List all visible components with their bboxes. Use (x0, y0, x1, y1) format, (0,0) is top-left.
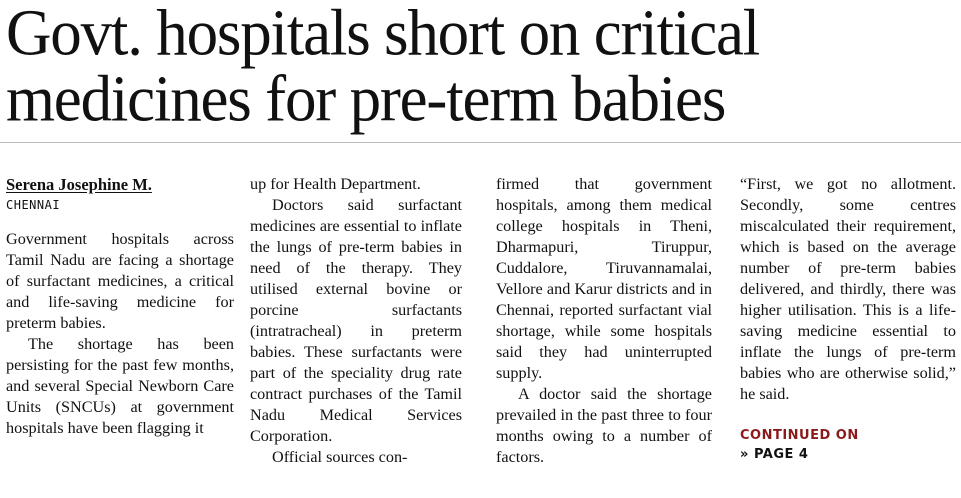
headline-divider (0, 142, 961, 143)
headline-line-1: Govt. hospitals short on critical (6, 0, 760, 70)
continued-on-label: CONTINUED ON (740, 428, 859, 443)
article-column-2 (250, 174, 462, 468)
page-jump-link[interactable] (740, 445, 956, 465)
author-byline[interactable]: Serena Josephine M. (6, 175, 152, 194)
page-jump-label: PAGE 4 (753, 447, 809, 462)
chevron-right-icon: » (740, 447, 749, 462)
article-column-1 (6, 174, 234, 439)
paragraph: “First, we got no allotment. Secondly, some centres miscalculated their requirement, which is based on the average number of pre-term babies delivered, and thirdly, there was higher utilisation. This is a life-saving medicine essential to inflate the lungs of pre-term babies who are otherwise solid,” he said. (740, 175, 956, 403)
headline-line-2: medicines for pre-term babies (6, 61, 726, 136)
article-column-4 (740, 174, 956, 465)
article-column-3 (496, 174, 712, 468)
paragraph: The shortage has been persisting for the past few months, and several Special Newborn Care Units (SNCUs) at government hospitals have been flagging it (6, 335, 234, 437)
dateline: CHENNAI (6, 198, 61, 212)
paragraph: up for Health Department. (250, 175, 421, 193)
paragraph: Government hospitals across Tamil Nadu are facing a shortage of surfactant medicines, a critical and life-saving medicine for preterm babies. (6, 230, 234, 332)
paragraph: Doctors said surfactant medicines are essential to inflate the lungs of pre-term babies in need of the therapy. They utilised external bovine or porcine surfactants (intratracheal) in preterm babies. These surfactants were part of the speciality drug rate contract purchases of the Tamil Nadu Medical Services Corporation. (250, 196, 462, 445)
paragraph: A doctor said the shortage prevailed in the past three to four months owing to a number of factors. (496, 385, 712, 466)
paragraph: firmed that government hospitals, among them medical college hospitals in Theni, Dharmapuri, Tiruppur, Cuddalore, Tiruvannamalai, Vellore and Karur districts and in Chennai, reported surfactant vial shortage, while some hospitals said they had uninterrupted supply. (496, 175, 712, 382)
headline (6, 0, 956, 136)
paragraph: Official sources con- (272, 448, 408, 466)
